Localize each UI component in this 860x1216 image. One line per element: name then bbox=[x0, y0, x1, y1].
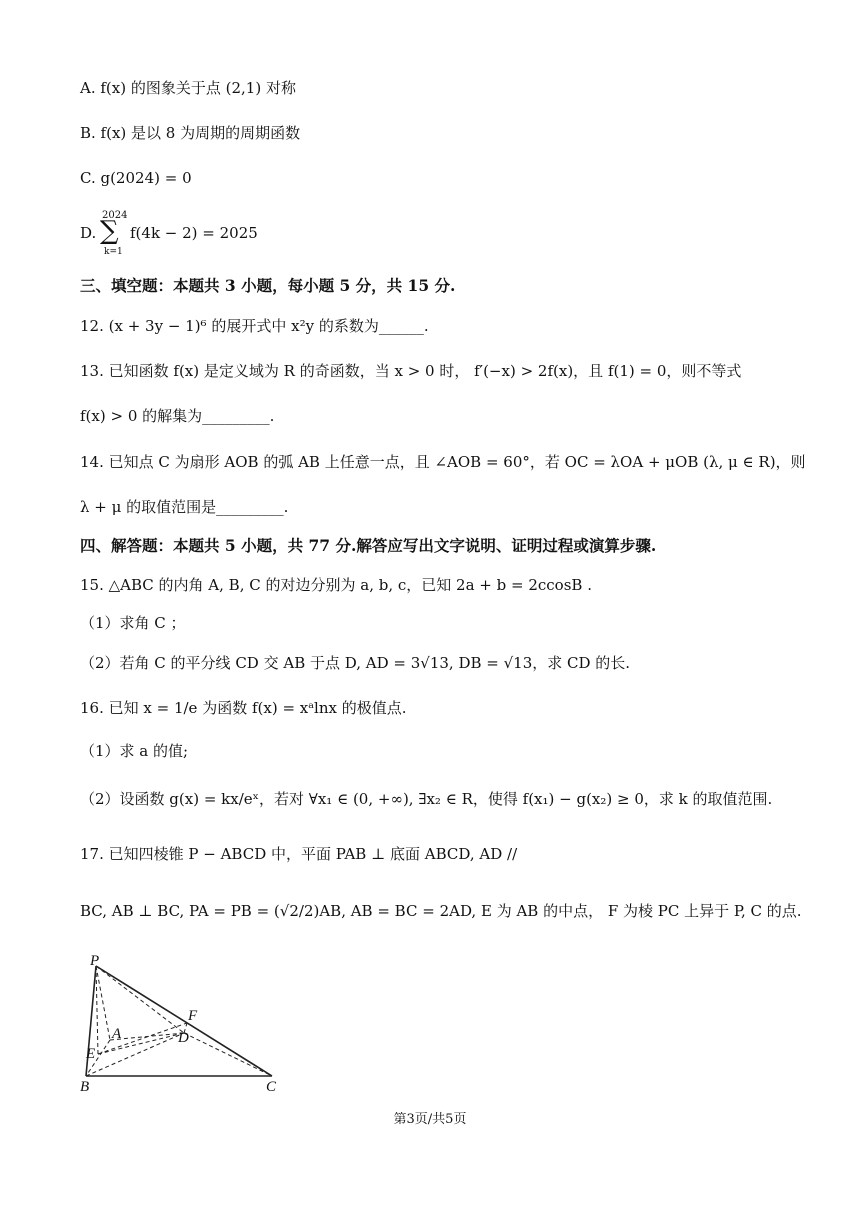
sum-expression: f(4k − 2) = 2025 bbox=[130, 224, 258, 242]
option-b: B. f(x) 是以 8 为周期的周期函数 bbox=[80, 124, 301, 142]
label-c: C bbox=[266, 1079, 277, 1095]
label-f: F bbox=[188, 1008, 198, 1024]
sum-upper-limit: 2024 bbox=[102, 210, 128, 221]
option-c: C. g(2024) = 0 bbox=[80, 169, 192, 187]
question-16-stem: 16. 已知 x = 1/e 为函数 f(x) = xᵃlnx 的极值点. bbox=[80, 699, 407, 717]
question-14-line-1: 14. 已知点 C 为扇形 AOB 的弧 AB 上任意一点，且 ∠AOB = 60°，若 OC = λOA + μOB (λ, μ ∈ R)，则 bbox=[80, 453, 806, 471]
question-16-part-2: （2）设函数 g(x) = kx/eˣ，若对 ∀x₁ ∈ (0, +∞), ∃x₂ ∈ R，使得 f(x₁) − g(x₂) ≥ 0，求 k 的取值范围. bbox=[80, 790, 773, 808]
question-17-line-2: BC, AB ⊥ BC, PA = PB = (√2/2)AB, AB = BC = 2AD, E 为 AB 的中点， F 为棱 PC 上异于 P, C 的点. bbox=[80, 902, 802, 920]
label-b: B bbox=[80, 1079, 90, 1095]
label-e: E bbox=[86, 1046, 96, 1062]
section-4-heading: 四、解答题：本题共 5 小题，共 77 分.解答应写出文字说明、证明过程或演算步骤. bbox=[80, 536, 657, 555]
question-12: 12. (x + 3y − 1)⁶ 的展开式中 x²y 的系数为______. bbox=[80, 317, 429, 335]
segment-ed bbox=[98, 1033, 184, 1054]
option-a: A. f(x) 的图象关于点 (2,1) 对称 bbox=[80, 79, 296, 97]
edge-pc bbox=[96, 966, 272, 1076]
option-d bbox=[80, 210, 500, 260]
label-d: D bbox=[178, 1030, 189, 1046]
question-15-part-2: （2）若角 C 的平分线 CD 交 AB 于点 D, AD = 3√13, DB = √13，求 CD 的长. bbox=[80, 654, 631, 672]
edge-pd bbox=[96, 966, 184, 1033]
option-d-label: D. bbox=[80, 224, 97, 242]
question-15-stem: 15. △ABC 的内角 A, B, C 的对边分别为 a, b, c，已知 2a + b = 2ccosB . bbox=[80, 576, 592, 594]
edge-dc bbox=[184, 1033, 272, 1076]
segment-pe bbox=[96, 966, 98, 1054]
question-13-line-1: 13. 已知函数 f(x) 是定义域为 R 的奇函数，当 x > 0 时， f′(−x) > 2f(x)，且 f(1) = 0，则不等式 bbox=[80, 362, 742, 380]
question-17-line-1: 17. 已知四棱锥 P − ABCD 中，平面 PAB ⊥ 底面 ABCD, AD // bbox=[80, 845, 518, 863]
sum-lower-limit: k=1 bbox=[104, 247, 123, 257]
question-15-part-1: （1）求角 C ； bbox=[80, 614, 186, 632]
question-16-part-1: （1）求 a 的值; bbox=[80, 742, 189, 760]
sum-symbol: ∑ bbox=[100, 216, 119, 246]
label-p: P bbox=[90, 953, 100, 969]
pyramid-figure bbox=[72, 948, 292, 1098]
section-3-heading: 三、填空题：本题共 3 小题，每小题 5 分，共 15 分. bbox=[80, 276, 456, 295]
label-a: A bbox=[112, 1026, 122, 1042]
edge-pa bbox=[96, 966, 110, 1040]
question-14-line-2: λ + μ 的取值范围是_________. bbox=[80, 498, 289, 516]
question-13-line-2: f(x) > 0 的解集为_________. bbox=[80, 407, 275, 425]
page-footer: 第3页/共5页 bbox=[393, 1112, 467, 1127]
